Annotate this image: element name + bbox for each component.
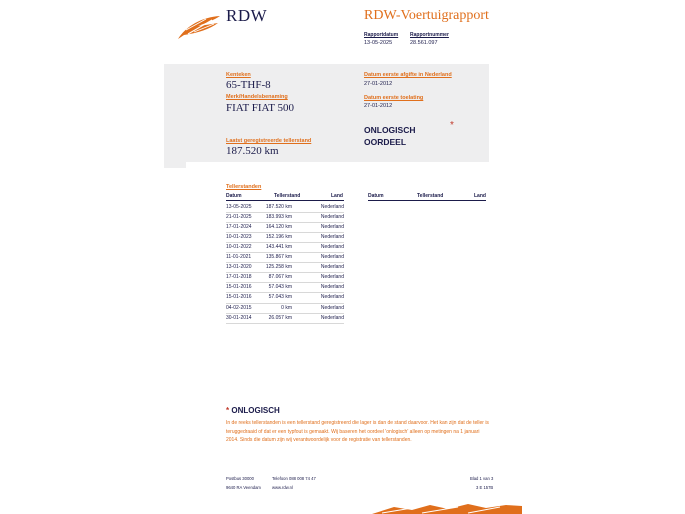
cell-date: 17-01-2018 [226,274,252,281]
make-label: Merk/Handelsbenaming [226,94,288,100]
cell-odometer: 135.867 km [265,254,292,260]
cell-country: Nederland [320,223,344,230]
cell-date: 10-01-2023 [226,233,252,240]
odometer-label: Laatst geregistreerde tellerstand [226,138,312,144]
col-header-country-right: Land [474,193,486,199]
cell-date: 10-01-2022 [226,243,252,250]
odometer-value: 187.520 km [226,145,279,157]
panel-tab [164,158,186,168]
col-header-date: Datum [226,193,242,199]
footnote-title-text: ONLOGISCH [231,406,280,415]
cell-country: Nederland [320,213,344,220]
cell-country: Nederland [320,203,344,210]
cell-odometer: 0 km [281,304,292,311]
cell-country: Nederland [320,314,344,321]
vehicle-summary-panel [164,64,489,162]
verdict [364,124,415,148]
cell-odometer: 183.993 km [265,213,292,220]
verdict-asterisk: * [450,120,454,131]
cell-odometer: 26.057 km [268,314,292,321]
cell-date: 15-01-2016 [226,284,252,291]
cell-date: 21-01-2025 [226,213,252,220]
footer-website[interactable]: www.rdw.nl [272,485,293,490]
first-admission-value: 27-01-2012 [364,103,393,109]
first-nl-label: Datum eerste afgifte in Nederland [364,72,452,78]
verdict-line-2: OORDEEL [364,137,407,147]
table-header-rule-right [368,200,486,201]
footer-stripe-decoration [372,503,522,514]
footnote-body: In de reeks tellerstanden is een tellerstand geregistreerd die lager is dan de stand daarvoor. Het kan zijn dat de teller is teruggedraaid of dat er een typfout is gemaakt. Wij baseren het oordeel 'onlogisch' alleen op metingen na 1 januari 2014. Sinds die datum zijn wij verantwoordelijk voor de registratie van tellerstanden. [226,420,489,444]
row-divider [226,323,344,324]
report-title: RDW-Voertuigrapport [364,8,489,23]
cell-odometer: 87.067 km [268,274,292,281]
cell-country: Nederland [320,274,344,281]
first-nl-value: 27-01-2012 [364,81,393,87]
cell-country: Nederland [320,233,344,240]
cell-odometer: 164.120 km [265,223,292,230]
col-header-odometer: Tellerstand [274,193,301,199]
cell-date: 04-02-2015 [226,304,252,311]
cell-odometer: 125.258 km [265,264,292,271]
footnote-title [226,406,280,415]
cell-odometer: 57.043 km [268,284,292,291]
rdw-logo-icon [176,14,222,40]
footer-address-1: Postbus 30000 [226,476,254,481]
report-number: 28.561.097 [410,40,438,46]
cell-country: Nederland [320,294,344,301]
plate-label: Kenteken [226,72,251,78]
report-number-label: Rapportnummer [410,32,449,38]
cell-date: 17-01-2024 [226,223,252,230]
cell-date: 30-01-2014 [226,314,252,321]
footer-code: 3 E 157B [476,485,494,490]
footnote-asterisk: * [226,406,230,415]
first-admission-label: Datum eerste toelating [364,95,424,101]
cell-odometer: 57.043 km [268,294,292,301]
table-header-rule [226,200,344,201]
cell-country: Nederland [320,264,344,271]
report-date-label: Rapportdatum [364,32,399,38]
cell-country: Nederland [320,304,344,311]
cell-country: Nederland [320,254,344,260]
col-header-date-right: Datum [368,193,384,199]
cell-country: Nederland [320,243,344,250]
make-value: FIAT FIAT 500 [226,102,295,114]
brand-name: RDW [226,6,268,25]
plate-value: 65-THF-8 [226,79,271,91]
cell-date: 13-01-2020 [226,264,252,271]
cell-odometer: 143.441 km [265,243,292,250]
cell-odometer: 187.520 km [265,203,292,210]
odometer-section-title: Tellerstanden [226,184,262,190]
cell-date: 13-05-2025 [226,203,252,210]
verdict-line-1: ONLOGISCH [364,125,416,135]
footer-phone: Telefoon 088 008 74 47 [272,476,316,481]
footer-page-number: Blad 1 van 3 [470,476,494,481]
cell-date: 15-01-2016 [226,294,252,301]
col-header-odometer-right: Tellerstand [417,193,444,199]
cell-country: Nederland [320,284,344,291]
report-date: 13-05-2025 [364,40,393,46]
cell-date: 11-01-2021 [226,254,252,260]
col-header-country: Land [331,193,343,199]
cell-odometer: 152.196 km [265,233,292,240]
footer-address-2: 9640 RA Veendam [226,485,261,490]
